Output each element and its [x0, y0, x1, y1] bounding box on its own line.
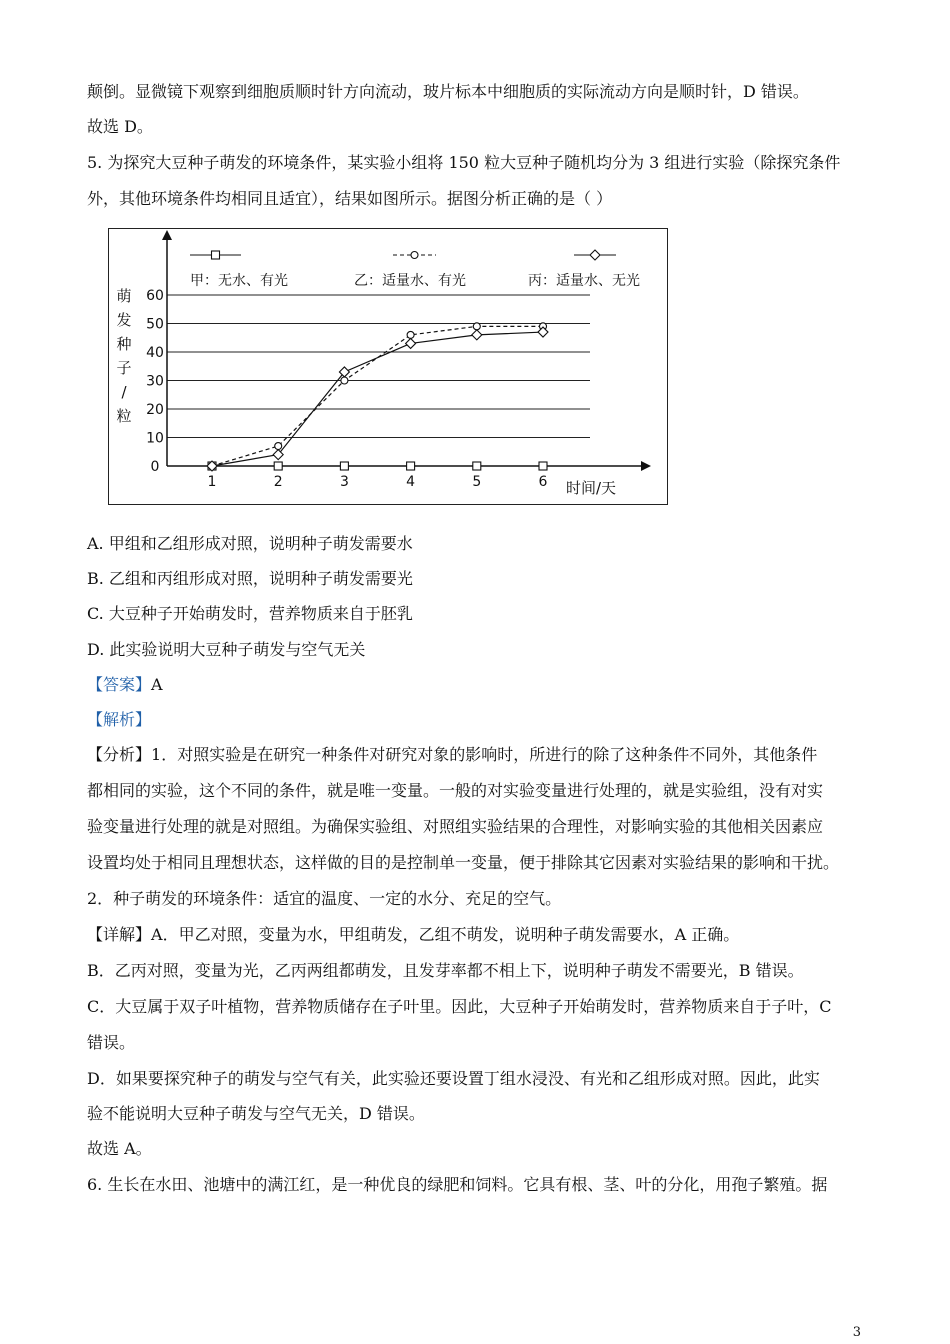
series-1-point-4 — [473, 323, 480, 330]
series-1-point-2 — [341, 377, 348, 384]
answer-tag: 【答案】 — [87, 675, 152, 694]
x-label: 时间/天 — [566, 479, 617, 497]
text-line-2: 故选 D。 — [87, 117, 153, 136]
series-2-point-5 — [538, 327, 548, 337]
series-0-point-5 — [539, 462, 547, 470]
series-1-point-1 — [275, 443, 282, 450]
y-label-char-0: 萌 — [116, 287, 132, 305]
page-number: 3 — [852, 1325, 861, 1340]
germination-chart — [108, 228, 668, 505]
analysis-text: 1．对照实验是在研究一种条件对研究对象的影响时，所进行的除了这种条件不同外，其他条件 — [151, 745, 818, 764]
answer-line — [87, 675, 163, 695]
answer-value: A — [151, 675, 163, 694]
series-0-point-4 — [473, 462, 481, 470]
legend-label-2: 丙：适量水、无光 — [528, 273, 640, 289]
detail-line-4: 错误。 — [87, 1033, 136, 1052]
analysis-line-3: 验变量进行处理的就是对照组。为确保实验组、对照组实验结果的合理性，对影响实验的其他相关因素应 — [87, 817, 824, 836]
series-line-1 — [212, 326, 543, 466]
y-tick-50: 50 — [146, 316, 164, 333]
x-tick-1: 1 — [207, 474, 217, 490]
question-5-line-2: 外，其他环境条件均相同且适宜），结果如图所示。据图分析正确的是（ ） — [87, 189, 613, 208]
analysis-heading — [87, 710, 151, 730]
y-label-char-5: 粒 — [116, 407, 132, 425]
series-0-point-2 — [340, 462, 348, 470]
y-tick-30: 30 — [146, 373, 164, 390]
option-c: C. 大豆种子开始萌发时，营养物质来自于胚乳 — [87, 604, 413, 623]
y-label-char-1: 发 — [116, 311, 132, 329]
y-tick-20: 20 — [146, 402, 164, 418]
detail-conclusion: 故选 A。 — [87, 1139, 152, 1158]
option-d: D. 此实验说明大豆种子萌发与空气无关 — [87, 640, 366, 659]
series-2-point-4 — [472, 330, 482, 340]
y-tick-60: 60 — [146, 288, 164, 304]
x-tick-6: 6 — [538, 474, 548, 490]
y-label-char-3: 子 — [116, 359, 132, 377]
y-tick-10: 10 — [146, 430, 164, 447]
x-tick-4: 4 — [406, 474, 416, 490]
detail-line-6: 验不能说明大豆种子萌发与空气无关，D 错误。 — [87, 1104, 425, 1123]
analysis-tag: 【解析】 — [87, 710, 152, 729]
analysis-line-2: 都相同的实验，这个不同的条件，就是唯一变量。一般的对实验变量进行处理的，就是实验组，没有对实 — [87, 781, 824, 800]
series-2-point-3 — [406, 338, 416, 348]
analysis-line-4: 设置均处于相同且理想状态，这样做的目的是控制单一变量，便于排除其它因素对实验结果的影响和干扰。 — [87, 853, 840, 872]
detail-line-5: D．如果要探究种子的萌发与空气有关，此实验还要设置丁组水浸没、有光和乙组形成对照。因此，此实 — [87, 1069, 820, 1088]
analysis-line-1 — [87, 745, 817, 765]
y-tick-40: 40 — [146, 345, 164, 361]
x-tick-5: 5 — [472, 474, 482, 490]
x-tick-2: 2 — [273, 474, 283, 490]
option-a: A. 甲组和乙组形成对照，说明种子萌发需要水 — [87, 534, 413, 553]
detail-tag: 【详解】 — [87, 925, 152, 944]
series-0-point-1 — [274, 462, 282, 470]
y-axis-arrow — [162, 230, 172, 240]
y-tick-0: 0 — [150, 459, 160, 475]
analysis-sub-tag: 【分析】 — [87, 745, 152, 764]
question-6-line-1: 6. 生长在水田、池塘中的满江红，是一种优良的绿肥和饲料。它具有根、茎、叶的分化，用孢子繁殖。据 — [87, 1175, 828, 1194]
detail-line-1 — [87, 925, 739, 945]
legend-label-1: 乙：适量水、有光 — [354, 273, 466, 289]
analysis-line-5: 2．种子萌发的环境条件：适宜的温度、一定的水分、充足的空气。 — [87, 889, 562, 908]
x-tick-3: 3 — [339, 474, 349, 490]
detail-line-3: C．大豆属于双子叶植物，营养物质储存在子叶里。因此，大豆种子开始萌发时，营养物质来自于子叶，C — [87, 997, 832, 1016]
question-5-line-1: 5. 为探究大豆种子萌发的环境条件，某实验小组将 150 粒大豆种子随机均分为 3 组进行实验（除探究条件 — [87, 153, 841, 172]
legend-label-0: 甲：无水、有光 — [190, 273, 288, 289]
x-axis-arrow — [641, 461, 651, 471]
legend-marker-0 — [212, 251, 220, 259]
option-b: B. 乙组和丙组形成对照，说明种子萌发需要光 — [87, 569, 413, 588]
series-0-point-3 — [407, 462, 415, 470]
series-1-point-3 — [407, 331, 414, 338]
detail-line-2: B．乙丙对照，变量为光，乙丙两组都萌发，且发芽率都不相上下，说明种子萌发不需要光，B 错误。 — [87, 961, 804, 980]
legend-marker-1 — [411, 252, 418, 259]
y-label-char-2: 种 — [116, 335, 132, 353]
y-label-char-4: / — [121, 383, 127, 401]
text-line-1: 颠倒。显微镜下观察到细胞质顺时针方向流动，玻片标本中细胞质的实际流动方向是顺时针，D 错误。 — [87, 82, 809, 101]
detail-text: A．甲乙对照，变量为水，甲组萌发，乙组不萌发，说明种子萌发需要水，A 正确。 — [151, 925, 740, 944]
legend-marker-2 — [590, 250, 600, 260]
